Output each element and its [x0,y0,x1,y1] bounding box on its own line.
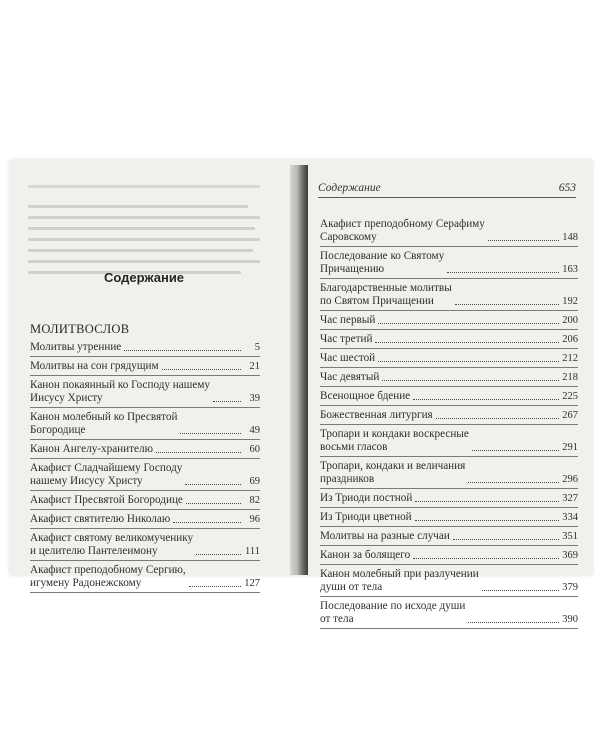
toc-entry [320,311,578,330]
toc-entry-page: 218 [562,372,578,383]
toc-entry-page: 49 [249,425,260,436]
toc-entry [320,349,578,368]
dot-leader [415,520,559,521]
toc-entry-page: 82 [249,495,260,506]
dot-leader [213,401,241,402]
toc-entry [30,459,260,491]
toc-entry [320,406,578,425]
toc-entry-title: Час первый [320,314,376,326]
toc-entry-page: 148 [562,232,578,243]
toc-entry-title: Благодарственные молитвы по Святом Причащении [320,282,452,307]
toc-entry [320,387,578,406]
toc-entry-title: Молитвы на разные случаи [320,530,450,542]
dot-leader [186,503,241,504]
toc-entry-title: Молитвы на сон грядущим [30,360,159,372]
running-head [318,182,576,198]
toc-entry-page: 60 [249,444,260,455]
toc-entry-title: Час третий [320,333,373,345]
toc-entry [320,508,578,527]
toc-entry-title: Тропари, кондаки и величания праздников [320,460,466,485]
toc-entry-page: 69 [249,476,260,487]
toc-entry-page: 267 [562,410,578,421]
toc-entry-page: 163 [562,264,578,275]
toc-entry [320,597,578,629]
toc-entry [30,529,260,561]
toc-entry [320,565,578,597]
toc-entry-title: Акафист святителю Николаю [30,513,171,525]
toc-entry-page: 200 [562,315,578,326]
toc-entry-title: Час девятый [320,371,380,383]
toc-entry [30,510,260,529]
book-gutter [290,165,308,575]
left-page [28,165,290,589]
toc-entry [320,279,578,311]
toc-entry [320,489,578,508]
section-heading: МОЛИТВОСЛОВ [30,322,130,336]
dot-leader [196,554,241,555]
toc-entry [320,457,578,489]
dot-leader [468,622,559,623]
dot-leader [488,240,559,241]
toc-entry-page: 206 [562,334,578,345]
toc-entry-title: Час шестой [320,352,376,364]
toc-entry-page: 39 [249,393,260,404]
toc-entry-title: Акафист святому великомученику и целителю Пантелеимону [30,532,194,557]
toc-entry-page: 212 [562,353,578,364]
dot-leader [447,272,559,273]
dot-leader [415,501,559,502]
toc-entry [320,527,578,546]
toc-list-left [30,338,260,593]
toc-entry-title: Божественная литургия [320,409,433,421]
toc-entry-page: 351 [562,531,578,542]
dot-leader [455,304,559,305]
toc-entry-page: 5 [254,342,260,353]
toc-entry-page: 96 [249,514,260,525]
toc-entry-page: 225 [562,391,578,402]
toc-entry [30,440,260,459]
dot-leader [472,450,559,451]
bleed-through-runner [28,185,260,188]
toc-entry-title: Последование по исходе души от тела [320,600,466,625]
toc-entry [320,247,578,279]
dot-leader [124,350,241,351]
dot-leader [453,539,559,540]
dot-leader [156,452,241,453]
toc-entry [320,546,578,565]
toc-entry-title: Последование ко Святому Причащению [320,250,445,275]
dot-leader [375,342,559,343]
toc-entry-page: 192 [562,296,578,307]
toc-entry-title: Молитвы утренние [30,341,122,353]
toc-entry-title: Из Триоди цветной [320,511,412,523]
toc-entry-page: 390 [562,614,578,625]
toc-entry [30,338,260,357]
toc-entry [30,357,260,376]
dot-leader [180,433,241,434]
toc-entry-title: Тропари и кондаки воскресные восьми гласов [320,428,469,453]
dot-leader [162,369,241,370]
toc-entry [30,376,260,408]
toc-entry-page: 111 [245,546,260,557]
dot-leader [413,558,559,559]
toc-entry-title: Всенощное бдение [320,390,411,402]
toc-entry-title: Акафист Сладчайшему Господу нашему Иисусу Христу [30,462,183,487]
toc-entry-page: 291 [562,442,578,453]
dot-leader [436,418,559,419]
toc-entry [320,215,578,247]
toc-entry [320,425,578,457]
toc-entry-page: 369 [562,550,578,561]
toc-entry-title: Из Триоди постной [320,492,413,504]
toc-entry-page: 379 [562,582,578,593]
toc-entry-title: Канон за болящего [320,549,411,561]
toc-list-right [320,215,578,629]
dot-leader [378,361,559,362]
running-head-title: Содержание [318,182,381,194]
toc-entry-page: 334 [562,512,578,523]
toc-entry [30,561,260,593]
page-number: 653 [558,182,576,194]
dot-leader [173,522,241,523]
toc-entry [320,368,578,387]
toc-entry-title: Канон покаянный ко Господу нашему Иисусу Христу [30,379,211,404]
toc-entry-page: 127 [244,578,260,589]
toc-entry [30,408,260,440]
dot-leader [189,586,241,587]
toc-entry [320,330,578,349]
dot-leader [382,380,559,381]
right-page [318,165,586,625]
toc-entry-page: 327 [562,493,578,504]
dot-leader [413,399,559,400]
toc-entry-title: Акафист преподобному Сергию, игумену Радонежскому [30,564,186,589]
toc-entry-page: 296 [562,474,578,485]
toc-entry-title: Акафист Пресвятой Богородице [30,494,183,506]
dot-leader [468,482,559,483]
toc-entry-title: Канон молебный ко Пресвятой Богородице [30,411,178,436]
dot-leader [482,590,559,591]
toc-entry-title: Канон молебный при разлучении души от тела [320,568,479,593]
toc-title: Содержание [103,270,185,285]
toc-entry-title: Акафист преподобному Серафиму Саровскому [320,218,485,243]
toc-entry-page: 21 [249,361,260,372]
dot-leader [378,323,559,324]
toc-entry [30,491,260,510]
toc-entry-title: Канон Ангелу-хранителю [30,443,153,455]
dot-leader [185,484,241,485]
